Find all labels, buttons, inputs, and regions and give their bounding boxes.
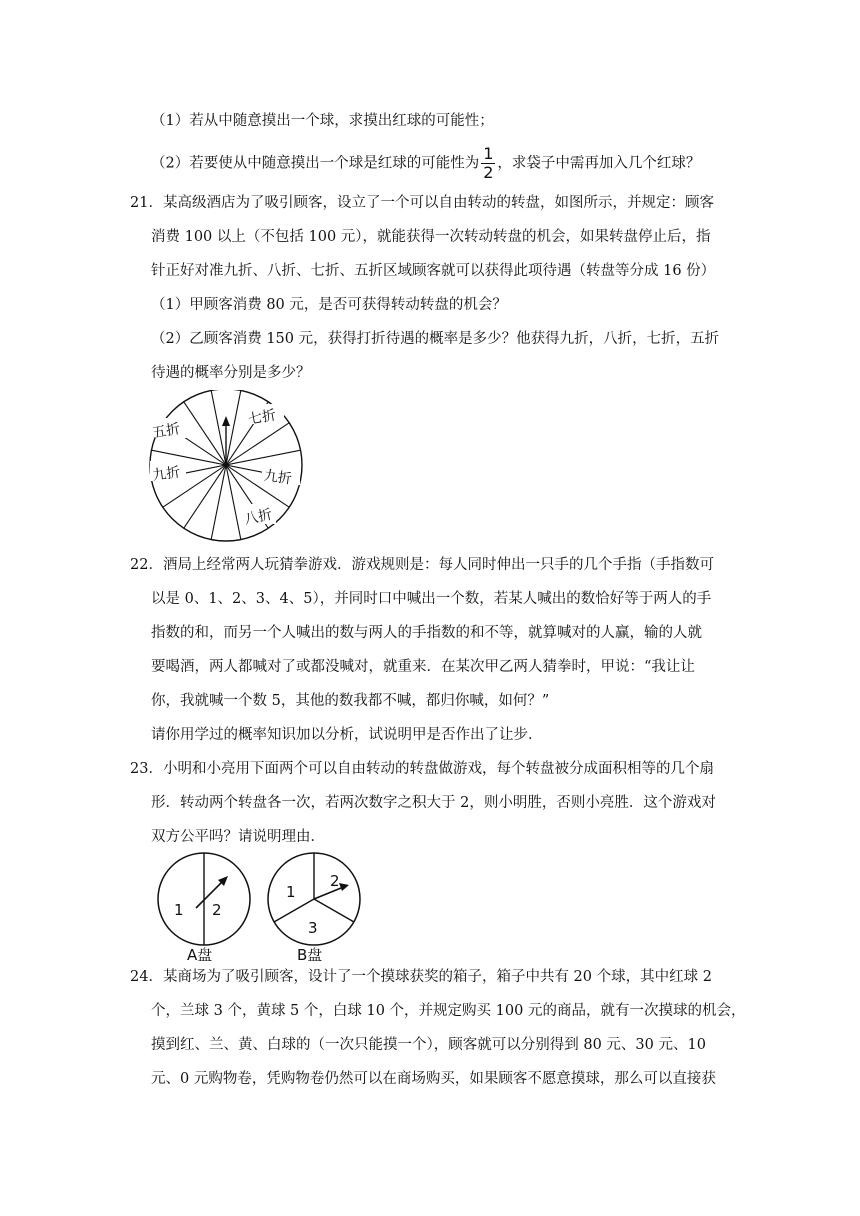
- q20-part2-before: （2）若要使从中随意摸出一个球是红球的可能性为: [151, 155, 480, 172]
- q24-line4: 元、0 元购物卷，凭购物卷仍然可以在商场购买，如果顾客不愿意摸球，那么可以直接获: [151, 1071, 716, 1087]
- q22-line2: 以是 0、1、2、3、4、5），并同时口中喊出一个数，若某人喊出的数恰好等于两人的手: [151, 591, 712, 607]
- q21-line3: 针正好对准九折、八折、七折、五折区域顾客就可以获得此项待遇（转盘等分成 16 份）: [151, 263, 716, 279]
- q23-line3: 双方公平吗？请说明理由．: [151, 829, 325, 845]
- pointer-arrow-icon: [222, 416, 230, 426]
- q20-part2: [151, 146, 700, 181]
- wheel-label-wuzhe: 五折: [151, 421, 182, 442]
- disk-b-number-1: 1: [286, 883, 296, 901]
- disk-b-arrow-icon: [339, 883, 349, 891]
- q23-line1: 23．小明和小亮用下面两个可以自由转动的转盘做游戏，每个转盘被分成面积相等的几个扇: [130, 761, 714, 777]
- discount-wheel-figure: [146, 390, 304, 542]
- spinner-disk-b: [262, 848, 372, 964]
- wheel-label-qizhe: 七折: [247, 407, 278, 428]
- q24-line3: 摸到红、兰、黄、白球的（一次只能摸一个），顾客就可以分别得到 80 元、30 元、10: [151, 1037, 706, 1053]
- q23-line2: 形．转动两个转盘各一次，若两次数字之积大于 2，则小明胜，否则小亮胜．这个游戏对: [151, 795, 716, 811]
- q22-line1: 22．酒局上经常两人玩猜拳游戏．游戏规则是：每人同时伸出一只手的几个手指（手指数可: [130, 557, 714, 573]
- fraction-numerator: 1: [483, 144, 494, 163]
- q24-line2: 个，兰球 3 个，黄球 5 个，白球 10 个，并规定购买 100 元的商品，就有一次摸球的机会，: [151, 1003, 746, 1019]
- q20-part1: （1）若从中随意摸出一个球，求摸出红球的可能性；: [151, 113, 494, 129]
- disk-b-divider-right: [314, 899, 354, 922]
- q21-part2a: （2）乙顾客消费 150 元，获得打折待遇的概率是多少？他获得九折，八折，七折，五折: [151, 331, 720, 347]
- q21-part2b: 待遇的概率分别是多少？: [151, 365, 311, 381]
- q22-line3: 指数的和，而另一个人喊出的数与两人的手指数的和不等，就算喊对的人赢，输的人就: [151, 625, 702, 641]
- spinner-disk-a: [146, 848, 266, 964]
- q22-line4: 要喝酒，两人都喊对了或都没喊对，就重来．在某次甲乙两人猜拳时，甲说：“我让让: [151, 659, 695, 675]
- disk-a-number-2: 2: [212, 901, 222, 919]
- q21-line2: 消费 100 以上（不包括 100 元），就能获得一次转动转盘的机会，如果转盘停止后，指: [151, 229, 711, 245]
- q22-line5: 你，我就喊一个数 5，其他的数我都不喊，都归你喊，如何？”: [151, 693, 550, 709]
- disk-a-number-1: 1: [174, 901, 184, 919]
- disk-b-number-3: 3: [308, 919, 318, 937]
- wheel-label-bazhe: 八折: [242, 506, 274, 529]
- fraction-denominator: 2: [483, 163, 494, 182]
- q24-line1: 24．某商场为了吸引顾客，设计了一个摸球获奖的箱子，箱子中共有 20 个球，其中红球 2: [130, 969, 712, 985]
- disk-a-caption: A盘: [187, 946, 213, 964]
- disk-b-caption: B盘: [297, 946, 323, 964]
- q20-part2-after: ，求袋子中需再加入几个红球？: [497, 155, 701, 172]
- q21-part1: （1）甲顾客消费 80 元，是否可获得转动转盘的机会？: [151, 297, 507, 313]
- wheel-label-jiuzhe-left: 九折: [151, 464, 182, 485]
- disk-b-number-2: 2: [330, 872, 340, 890]
- wheel-label-jiuzhe-right: 九折: [262, 467, 293, 488]
- fraction-one-half: [481, 146, 495, 181]
- q22-line6: 请你用学过的概率知识加以分析，试说明甲是否作出了让步．: [151, 727, 543, 743]
- q21-line1: 21．某高级酒店为了吸引顾客，设立了一个可以自由转动的转盘，如图所示，并规定：顾客: [130, 195, 714, 211]
